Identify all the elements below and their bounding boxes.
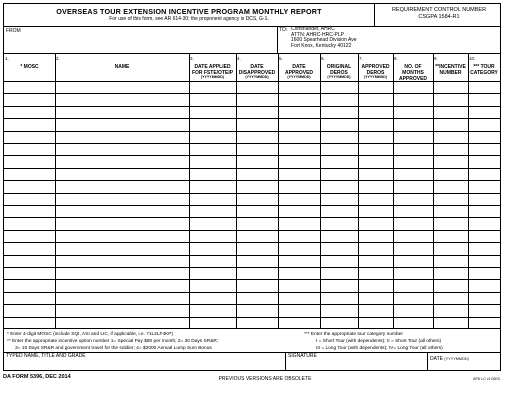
column-divider xyxy=(55,53,56,328)
column-divider xyxy=(468,53,469,328)
table-row-rule xyxy=(4,118,500,119)
column-divider xyxy=(236,53,237,328)
form-subtitle: For use of this form, see AR 614-30; the proponent agency is DCS, G-1. xyxy=(109,16,269,22)
col-num-1: 1. xyxy=(5,56,9,61)
column-divider xyxy=(393,53,394,328)
address-bottom-rule xyxy=(4,53,500,54)
table-row-rule xyxy=(4,155,500,156)
table-row-rule xyxy=(4,131,500,132)
rcn-value: CSGPA 1584-R1 xyxy=(418,14,460,20)
col-num-6: 6. xyxy=(321,56,325,61)
col-num-10: 10. xyxy=(469,56,476,61)
col-header-9 xyxy=(433,56,468,96)
table-row-rule xyxy=(4,93,500,94)
typed-name-field[interactable] xyxy=(6,359,282,369)
requirement-control-number xyxy=(376,7,502,21)
form-frame xyxy=(3,3,501,371)
signature-field[interactable] xyxy=(288,359,424,369)
to-line-1: Commander, AHRC xyxy=(291,26,335,32)
col-header-7 xyxy=(358,56,393,96)
to-line-3: 1600 Spearhead Division Ave xyxy=(291,37,357,44)
from-field[interactable] xyxy=(6,35,274,53)
col-format-7: (YYYYMMDD) xyxy=(363,75,388,79)
col-num-2: 2. xyxy=(56,56,60,61)
date-format: (YYYYMMDD) xyxy=(444,357,469,361)
table-row-rule xyxy=(4,230,500,231)
title-divider xyxy=(374,4,375,26)
table-row-rule xyxy=(4,279,500,280)
from-to-divider xyxy=(277,26,278,53)
notes-top-rule xyxy=(4,328,500,329)
col-format-3: (YYYYMMDD) xyxy=(200,75,225,79)
col-label-7: APPROVED DEROS xyxy=(361,64,390,76)
col-label-1: * MOSC xyxy=(20,64,39,70)
table-row-rule xyxy=(4,205,500,206)
col-num-9: 9. xyxy=(434,56,438,61)
title-bottom-rule xyxy=(4,26,500,27)
col-header-10 xyxy=(468,56,500,96)
column-divider xyxy=(278,53,279,328)
column-divider xyxy=(189,53,190,328)
col-header-1 xyxy=(4,56,55,96)
column-divider xyxy=(358,53,359,328)
col-header-8 xyxy=(393,56,433,96)
header-bottom-rule xyxy=(4,81,500,82)
table-row-rule xyxy=(4,292,500,293)
col-label-6: ORIGINAL DEROS xyxy=(326,64,352,76)
col-header-4 xyxy=(236,56,278,96)
table-row-rule xyxy=(4,317,500,318)
to-label: TO: xyxy=(279,27,288,33)
col-label-3: DATE APPLIED FOR FSTE/OTEIP xyxy=(191,64,234,76)
signature-label: SIGNATURE xyxy=(288,353,317,359)
col-num-8: 8. xyxy=(394,56,398,61)
column-divider xyxy=(320,53,321,328)
signature-divider-1 xyxy=(285,352,286,370)
table-row-rule xyxy=(4,180,500,181)
col-label-10: *** TOUR CATEGORY xyxy=(470,64,498,76)
table-row-rule xyxy=(4,143,500,144)
typed-name-label: TYPED NAME, TITLE AND GRADE xyxy=(6,353,86,359)
rcn-label: REQUIREMENT CONTROL NUMBER xyxy=(391,7,487,13)
col-header-6 xyxy=(320,56,358,96)
table-row-rule xyxy=(4,267,500,268)
col-header-2 xyxy=(55,56,189,96)
table-row-rule xyxy=(4,217,500,218)
date-label: DATE xyxy=(430,356,443,362)
note-incentive-cont: 3= 15 Days SR&R and government travel for the soldier; 4= $2000 Annual Lump Sum Bonus xyxy=(15,346,212,351)
col-num-3: 3. xyxy=(190,56,194,61)
col-format-6: (YYYYMMDD) xyxy=(327,75,351,79)
obsolete-notice: PREVIOUS VERSIONS ARE OBSOLETE xyxy=(218,376,312,382)
table-row-rule xyxy=(4,106,500,107)
apd-version: APD LC v1.00ES xyxy=(473,377,500,381)
col-format-4: (YYYYMMDD) xyxy=(245,75,269,79)
to-line-4: Fort Knox, Kentucky 40122 xyxy=(291,42,352,49)
notes-right xyxy=(304,331,443,352)
date-label-wrap xyxy=(430,356,469,362)
table-row-rule xyxy=(4,168,500,169)
table-row-rule xyxy=(4,304,500,305)
col-label-9: **INCENTIVE NUMBER xyxy=(435,64,466,76)
table-row-rule xyxy=(4,193,500,194)
table-row-rule xyxy=(4,242,500,243)
col-header-5 xyxy=(278,56,320,96)
note-incentive: ** Enter the appropriate incentive option number 1= Special Pay $80 per month; 2= 30 Days SR&R; xyxy=(7,339,219,344)
note-long-tour: III = Long Tour (with dependents); IV= Long Tour (all others) xyxy=(316,346,443,351)
note-short-tour: I = Short Tour (with dependents); II = Short Tour (all others) xyxy=(316,339,442,344)
form-id: DA FORM 5396, DEC 2014 xyxy=(3,374,71,380)
signature-divider-2 xyxy=(427,352,428,370)
note-mosc: * Enter 4-digit MOSC (include SQI, ASI and LIC, if applicable, i.e. 71L2LF4KP) xyxy=(7,332,174,337)
col-num-7: 7. xyxy=(359,56,363,61)
col-num-4: 4. xyxy=(237,56,241,61)
col-label-8: NO. OF MONTHS APPROVED xyxy=(398,64,428,82)
col-header-3 xyxy=(189,56,236,96)
col-format-5: (YYYYMMDD) xyxy=(287,75,311,79)
col-num-5: 5. xyxy=(279,56,283,61)
col-label-4: DATE DISAPPROVED xyxy=(238,64,276,76)
table-row-rule xyxy=(4,255,500,256)
form-title: OVERSEAS TOUR EXTENSION INCENTIVE PROGRAM MONTHLY REPORT xyxy=(56,7,322,16)
notes-left xyxy=(7,331,218,352)
to-address xyxy=(291,27,357,49)
col-label-5: DATE APPROVED xyxy=(284,64,314,76)
from-label: FROM xyxy=(6,28,21,34)
to-line-2: ATTN: AHRC-HRC-PLP xyxy=(291,31,344,38)
column-divider xyxy=(433,53,434,328)
note-tour-category: *** Enter the appropriate tour category number xyxy=(304,332,403,337)
col-label-2: NAME xyxy=(114,64,130,70)
